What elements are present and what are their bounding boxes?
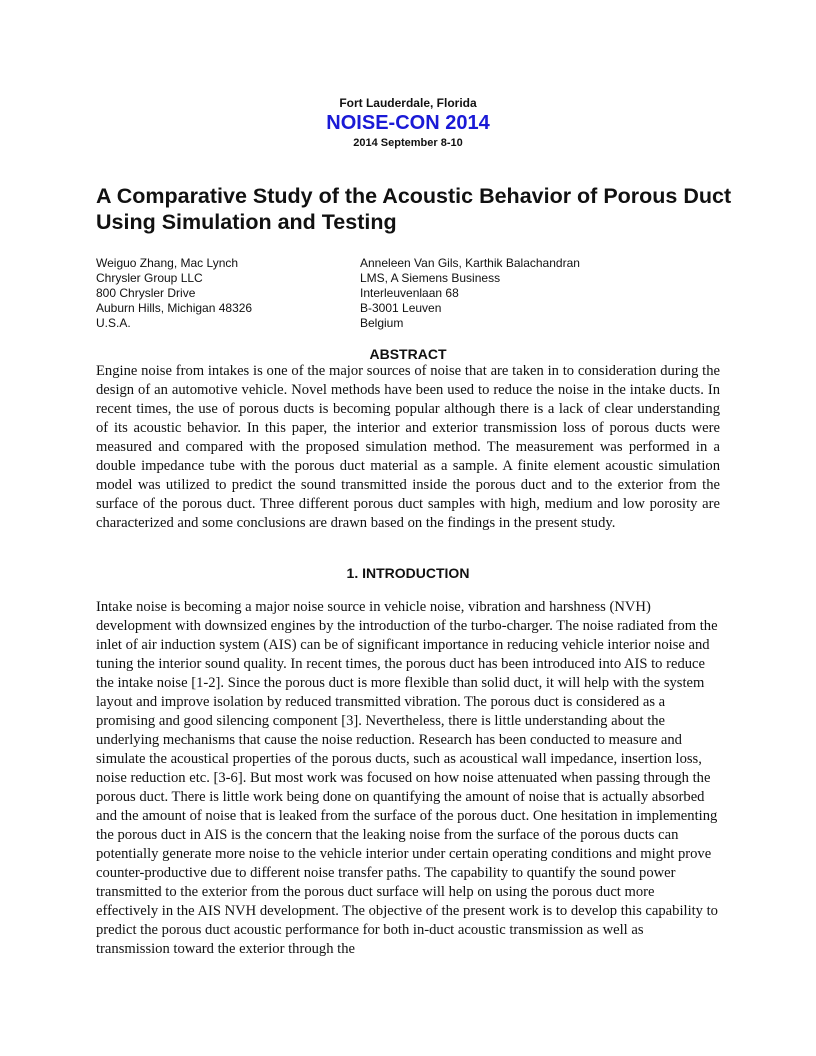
author-street: Interleuvenlaan 68 [360,286,459,300]
author-city: B-3001 Leuven [360,301,442,315]
author-names: Anneleen Van Gils, Karthik Balachandran [360,256,580,270]
abstract-text: Engine noise from intakes is one of the major sources of noise that are taken in to consideration during the design of an automotive vehicle. Novel methods have been used to reduce the noise in the intake ducts. In recent times, the use of porous ducts is becoming popular although there is a lack of clear understanding of its acoustic behavior. In this paper, the interior and exterior transmission loss of porous ducts were measured and compared with the proposed simulation method. The measurement was performed in a double impedance tube with the porous duct material as a sample. A finite element acoustic simulation model was utilized to predict the sound transmitted inside the porous duct and to the exterior from the surface of the porous duct. Three different porous duct samples with high, medium and low porosity are characterized and some conclusions are drawn based on the findings in the present study. [96,363,720,531]
conference-name: NOISE-CON 2014 [326,112,490,134]
abstract-heading: ABSTRACT [369,346,447,362]
conference-location: Fort Lauderdale, Florida [339,96,477,110]
author-country: Belgium [360,316,404,330]
author-city: Auburn Hills, Michigan 48326 [96,301,253,315]
introduction-text: Intake noise is becoming a major noise source in vehicle noise, vibration and harshness (NVH) development with downsized engines by the introduction of the turbo-charger. The noise radiated from the inlet of air induction system (AIS) can be of significant importance in reducing vehicle interior noise and tuning the interior sound quality. In recent times, the porous duct has been introduced into AIS to reduce the intake noise [1-2]. Since the porous duct is more flexible than solid duct, it will help with the system layout and improve isolation by reduced transmitted vibration. The porous duct is considered as a promising and good silencing component [3]. Nevertheless, there is little understanding about the underlying mechanisms that cause the noise reduction. Research has been conducted to measure and simulate the acoustical properties of the porous ducts, such as acoustical wall impedance, insertion loss, noise reduction etc. [3-6]. But most work was focused on how noise attenuated when passing through the porous duct. There is little work being done on quantifying the amount of noise that is actually absorbed and the amount of noise that is leaked from the surface of the porous duct. One hesitation in implementing the porous duct in AIS is the concern that the leaking noise from the surface of the porous ducts can potentially generate more noise to the vehicle interior under certain operating conditions and might prove counter-productive due to different noise transfer paths. The capability to quantify the sound power transmitted to the exterior from the porous duct surface will help on using the porous duct more effectively in the AIS NVH development. The objective of the present work is to develop this capability to predict the porous duct acoustic performance for both in-duct acoustic transmission as well as transmission toward the exterior through the [96,599,718,957]
conference-dates: 2014 September 8-10 [353,137,463,149]
author-names: Weiguo Zhang, Mac Lynch [96,256,239,270]
author-organization: LMS, A Siemens Business [360,271,501,285]
author-block-left [96,256,252,331]
paper-title: A Comparative Study of the Acoustic Behavior of Porous Duct Using Simulation and Testing [96,184,732,234]
introduction-heading: 1. INTRODUCTION [346,565,470,581]
author-organization: Chrysler Group LLC [96,271,203,285]
author-street: 800 Chrysler Drive [96,286,196,300]
author-country: U.S.A. [96,316,131,330]
author-block-right [360,256,580,331]
